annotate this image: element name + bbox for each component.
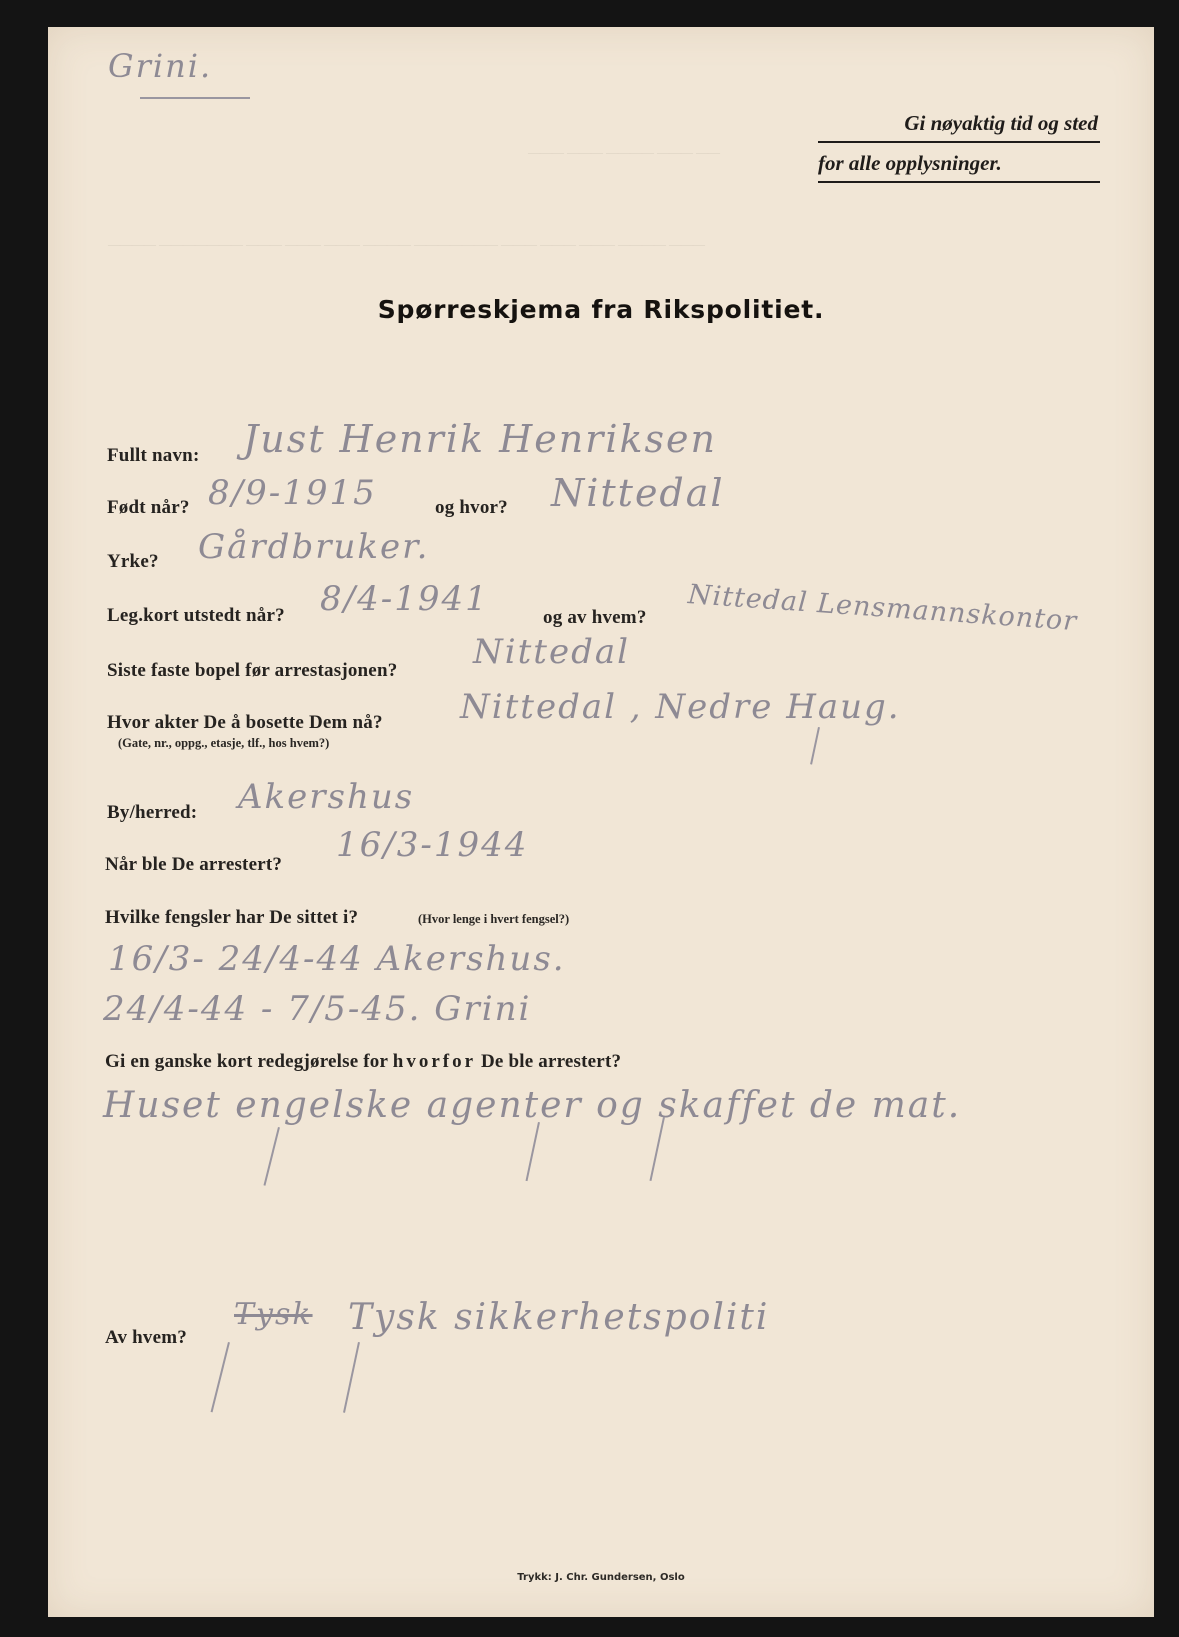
ditto-mark [526,1122,540,1181]
prisons-line-2: 24/4-44 - 7/5-45. Grini [103,989,532,1029]
born-where-label: og hvor? [435,497,508,518]
born-where-value: Nittedal [551,471,725,515]
arrested-when-value: 16/3-1944 [336,825,529,865]
prisons-sublabel: (Hvor lenge i hvert fengsel?) [418,912,570,926]
last-residence-value: Nittedal [473,632,630,672]
settle-sublabel: (Gate, nr., oppg., etasje, tlf., hos hvem?) [118,736,330,750]
reason-label-pre: Gi en ganske kort redegjørelse for [105,1051,388,1072]
printer-footer: Trykk: J. Chr. Gundersen, Oslo [517,1572,685,1583]
arrested-when-label: Når ble De arrestert? [105,854,283,875]
name-label: Fullt navn: [107,445,200,466]
settle-label: Hvor akter De å bosette Dem nå? [107,712,383,733]
instruction-rule-2 [818,181,1100,183]
ditto-mark [263,1127,279,1186]
name-value: Just Henrik Henriksen [243,417,717,461]
reason-label [105,1051,621,1073]
ditto-mark [810,727,820,765]
district-value: Akershus [238,777,415,817]
reason-value: Huset engelske agenter og skaffet de mat. [103,1085,962,1126]
ditto-mark [211,1342,230,1412]
prisons-label: Hvilke fengsler har De sittet i? [105,907,359,928]
by-whom-value: Tysk sikkerhetspoliti [348,1297,770,1338]
by-whom-label: Av hvem? [105,1327,187,1348]
by-whom-struck-value: Tysk [234,1297,313,1332]
district-label: By/herred: [107,802,198,823]
reason-label-emph: hvorfor [392,1051,477,1072]
questionnaire-page [48,27,1154,1617]
ditto-mark [343,1342,360,1413]
occupation-label: Yrke? [107,551,159,572]
instruction-line-2: for alle opplysninger. [818,151,1002,175]
reason-label-post: De ble arrestert? [480,1051,622,1072]
settle-value: Nittedal , Nedre Haug. [460,687,901,727]
instruction-line-1: Gi nøyaktig tid og sted [904,111,1098,135]
born-when-label: Født når? [107,497,190,518]
form-title: Spørreskjema fra Rikspolitiet. [377,295,825,324]
ditto-mark [649,1117,664,1181]
prisons-line-1: 16/3- 24/4-44 Akershus. [108,939,566,979]
id-card-when-label: Leg.kort utstedt når? [107,605,285,626]
corner-note-underline [140,97,250,99]
corner-handwritten-note: Grini. [108,47,213,85]
instruction-rule-1 [818,141,1100,143]
bleed-through-text: ———— ——————— ——— ——— ——— ———— ——————— ——— ——— ——— ———— ——— [108,237,705,251]
last-residence-label: Siste faste bopel før arrestasjonen? [107,660,398,681]
id-card-when-value: 8/4-1941 [320,579,489,619]
born-when-value: 8/9-1915 [208,473,377,513]
id-card-by-value: Nittedal Lensmannskontor [686,579,1079,638]
bleed-through-text: ——— ——— ———— ——— —— [528,145,720,159]
occupation-value: Gårdbruker. [198,527,430,567]
id-card-by-label: og av hvem? [543,607,647,628]
